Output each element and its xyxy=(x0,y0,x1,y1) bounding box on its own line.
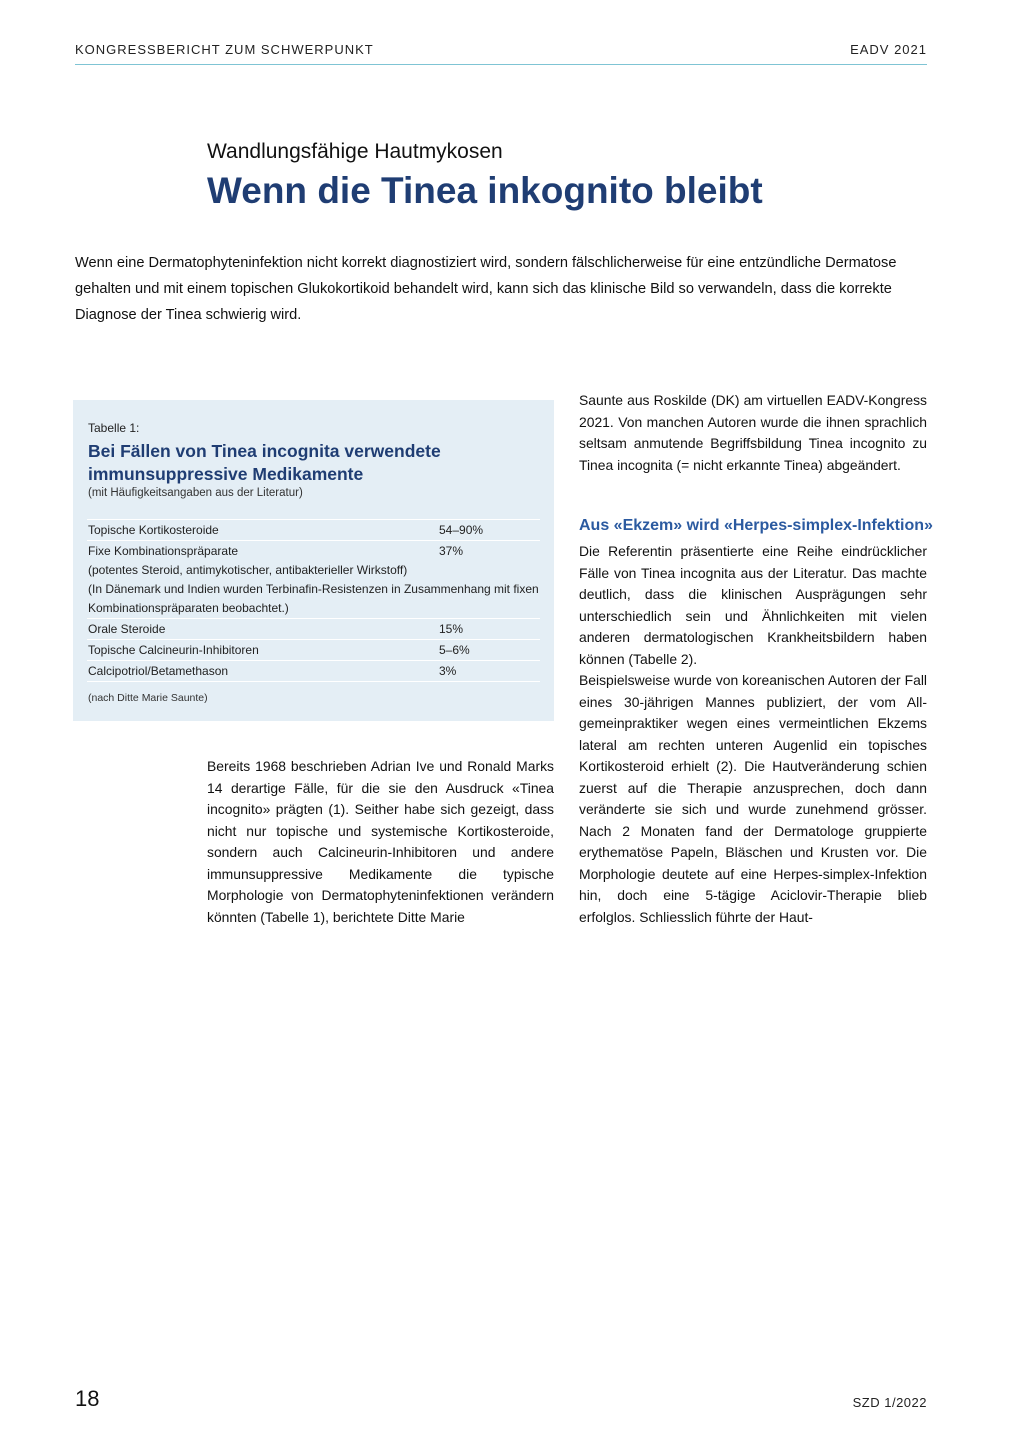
table-subtitle: (mit Häufigkeitsangaben aus der Literatur) xyxy=(88,487,303,499)
row-name: Calcipotriol/Betamethason xyxy=(88,664,229,678)
section-label: KONGRESSBERICHT ZUM SCHWERPUNKT xyxy=(75,42,374,57)
article-kicker: Wandlungsfähige Hautmykosen xyxy=(207,140,503,163)
row-value: 5–6% xyxy=(439,643,470,657)
table-label: Tabelle 1: xyxy=(88,421,140,435)
row-note: (potentes Steroid, antimykotischer, antibakterieller Wirkstoff) xyxy=(88,563,408,577)
body-column-right-top xyxy=(579,390,927,476)
body-column-right xyxy=(579,541,927,928)
issue-label: SZD 1/2022 xyxy=(852,1395,927,1410)
section-subheading: Aus «Ekzem» wird «Herpes-simplex-Infektion» xyxy=(579,517,933,534)
article-lead: Wenn eine Dermatophyteninfektion nicht korrekt diagnostiziert wird, sondern fälschlicherweise für eine entzündliche Dermatose gehalten und mit einem topischen Glukokortikoid behandelt wird, kann sich das klinische Bild so verwandeln, dass die korrekte Diagnose der Tinea schwierig wird. xyxy=(75,255,897,323)
table-title: Bei Fällen von Tinea incognita verwendete immunsuppressive Medikamente xyxy=(88,441,441,484)
body-paragraph: Die Referentin präsentierte eine Reihe eindrücklicher Fälle von Tinea incognita aus der Literatur. Das machte deutlich, dass die klinischen Ausprägungen sehr unterschiedlich sein und Ähnlichkeiten mit vielen anderen dermatologischen Krankheitsbildern haben können (Tabelle 2). xyxy=(579,543,927,667)
table-rows xyxy=(87,519,540,682)
body-paragraph: Beispielsweise wurde von koreanischen Autoren der Fall eines 30-jährigen Mannes publiziert, der vom Allgemeinpraktiker wegen eines vermeintlichen Ekzems lateral am rechten unteren Augenlid ein topisches Kortikosteroid erhielt (2). Die Hautveränderung schien zuerst auf die Therapie anzusprechen, doch dann veränderte sie sich und wurde zunehmend grösser. Nach 2 Monaten fand der Dermatologe gruppierte erythematöse Papeln, Bläschen und Krusten vor. Die Morphologie deutete auf eine Herpes-simplex-Infektion hin, doch eine 5-tägige Aciclovir-Therapie blieb erfolglos. Schliesslich führte der Haut- xyxy=(579,672,927,925)
body-paragraph: Bereits 1968 beschrieben Adrian Ive und Ronald Marks 14 derartige Fälle, für die sie den Ausdruck «Tinea incognito» prägten (1). Seither habe sich gezeigt, dass nicht nur topische und systemische Kortikosteroide, sondern auch Calcineurin-Inhibitoren und andere immunsuppressive Medikamente die typische Morphologie von Dermatophyteninfektionen verändern könnten (Tabelle 1), berichtete Ditte Marie xyxy=(207,758,554,925)
table-1-box xyxy=(73,400,554,721)
event-label: EADV 2021 xyxy=(850,42,927,57)
row-name: Topische Kortikosteroide xyxy=(88,523,219,537)
article-title: Wenn die Tinea inkognito bleibt xyxy=(207,170,763,211)
row-value: 37% xyxy=(439,544,464,558)
body-paragraph: Saunte aus Roskilde (DK) am virtuellen EADV-Kongress 2021. Von manchen Autoren wurde die ihnen sprachlich seltsam anmutende Begriffsbildung Tinea incognito zu Tinea incognita (= nicht erkannte Tinea) abgeändert. xyxy=(579,392,927,473)
row-value: 3% xyxy=(439,664,457,678)
body-column-left xyxy=(207,756,554,928)
row-value: 54–90% xyxy=(439,523,484,537)
row-name: Topische Calcineurin-Inhibitoren xyxy=(88,643,259,657)
row-note: (In Dänemark und Indien wurden Terbinafin-Resistenzen in Zusammenhang mit fixen Kombinationspräparaten beobachtet.) xyxy=(88,582,539,615)
table-row xyxy=(87,639,540,660)
row-name: Fixe Kombinationspräparate xyxy=(88,544,239,558)
row-name: Orale Steroide xyxy=(88,622,166,636)
table-row xyxy=(87,618,540,639)
table-row xyxy=(87,540,540,618)
table-row xyxy=(87,660,540,682)
table-source: (nach Ditte Marie Saunte) xyxy=(88,692,208,704)
page-number: 18 xyxy=(75,1386,100,1411)
running-header xyxy=(75,42,927,65)
row-value: 15% xyxy=(439,622,464,636)
table-row xyxy=(87,519,540,540)
